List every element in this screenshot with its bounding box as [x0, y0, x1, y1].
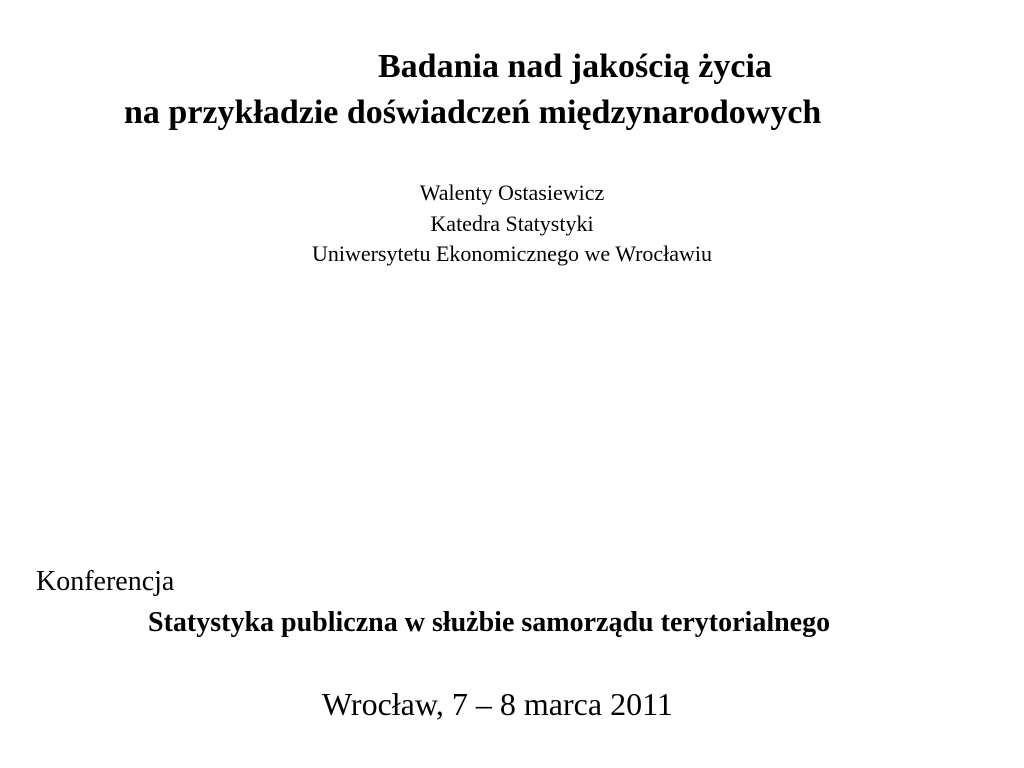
event-place-date: Wrocław, 7 – 8 marca 2011: [322, 686, 673, 722]
title-line-2: na przykładzie doświadczeń międzynarodowych: [124, 94, 822, 131]
author-name: Walenty Ostasiewicz: [419, 180, 605, 205]
title-line-1: Badania nad jakością życia: [378, 48, 772, 85]
author-department: Katedra Statystyki: [430, 211, 594, 236]
conference-name: Statystyka publiczna w służbie samorządu terytorialnego: [148, 607, 831, 638]
author-university: Uniwersytetu Ekonomicznego we Wrocławiu: [311, 241, 713, 266]
conference-label: Konferencja: [36, 566, 175, 597]
